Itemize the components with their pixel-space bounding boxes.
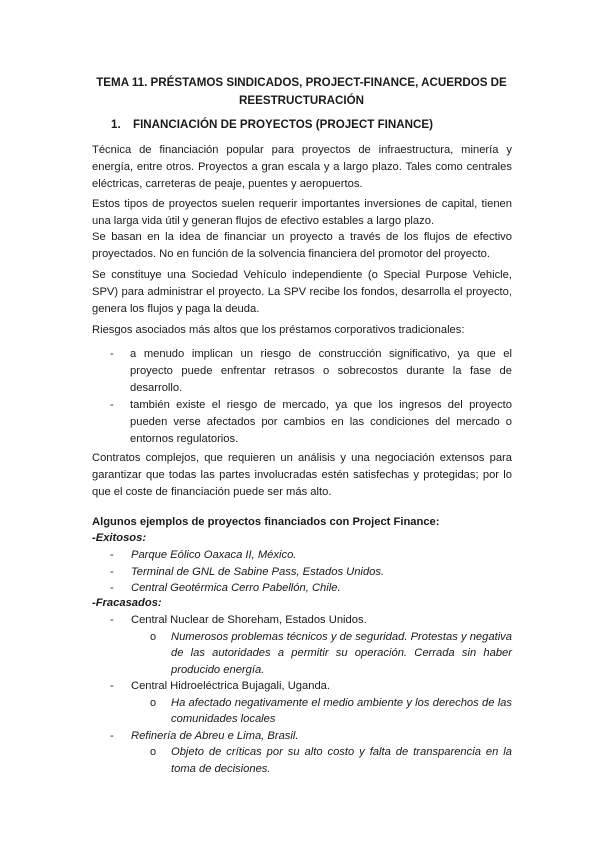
list-item	[110, 629, 512, 679]
success-item: Central Geotérmica Cerro Pabellón, Chile.	[131, 582, 341, 594]
list-item	[110, 744, 512, 777]
paragraph-spv: Se constituye una Sociedad Vehículo independiente (o Special Purpose Vehicle, SPV) para administrar el proyecto. La SPV recibe los fondos, desarrolla el proyecto, genera los flujos y paga la deuda.	[92, 269, 512, 315]
list-item	[110, 612, 512, 629]
list-item	[110, 695, 512, 728]
failure-item: Refinería de Abreu e Lima, Brasil.	[131, 729, 299, 742]
success-label: -Exitosos:	[92, 532, 147, 544]
paragraph-characteristics: Estos tipos de proyectos suelen requerir importantes inversiones de capital, tienen una larga vida útil y generan flujos de efectivo estables a largo plazo.	[92, 198, 512, 227]
failure-item: Central Hidroeléctrica Bujagali, Uganda.	[131, 680, 330, 692]
dash-bullet: -	[110, 582, 114, 594]
risks-list	[110, 346, 512, 448]
title-line-2: REESTRUCTURACIÓN	[239, 94, 364, 107]
list-item	[110, 564, 512, 581]
title-line-1: TEMA 11. PRÉSTAMOS SINDICADOS, PROJECT-FINANCE, ACUERDOS DE	[96, 76, 507, 89]
list-item	[110, 547, 512, 564]
dash-bullet: -	[110, 565, 114, 578]
risk-market: también existe el riesgo de mercado, ya que los ingresos del proyecto pueden verse afectados por cambios en las condiciones del mercado o entornos regulatorios.	[130, 399, 512, 445]
success-item: Terminal de GNL de Sabine Pass, Estados Unidos.	[131, 565, 385, 578]
list-item	[110, 346, 512, 397]
failure-label: -Fracasados:	[92, 597, 162, 609]
dash-bullet: -	[110, 399, 114, 411]
circle-bullet-icon: o	[150, 746, 157, 758]
dash-bullet: -	[110, 729, 114, 742]
list-item	[110, 397, 512, 448]
section-heading	[111, 116, 433, 134]
document-title	[92, 74, 511, 110]
failure-detail: Objeto de críticas por su alto costo y falta de transparencia en la toma de decisiones.	[171, 746, 512, 775]
list-item	[110, 580, 512, 597]
examples-heading: Algunos ejemplos de proyectos financiados con Project Finance:	[92, 516, 440, 528]
risk-construction: a menudo implican un riesgo de construcción significativo, ya que el proyecto puede enfrentar retrasos o sobrecostos durante la fase de desarrollo.	[130, 348, 512, 394]
failure-detail: Ha afectado negativamente el medio ambiente y los derechos de las comunidades locales	[171, 696, 512, 725]
failure-detail: Numerosos problemas técnicos y de seguridad. Protestas y negativa de las autoridades a permitir su operación. Cerrada sin haber producido energía.	[171, 630, 512, 676]
success-list	[110, 547, 512, 597]
paragraph-cashflow-basis: Se basan en la idea de financiar un proyecto a través de los flujos de efectivo proyectados. No en función de la solvencia financiera del promotor del proyecto.	[92, 231, 512, 260]
section-number: 1.	[111, 118, 121, 131]
paragraph-intro: Técnica de financiación popular para proyectos de infraestructura, minería y energía, entre otros. Proyectos a gran escala y a largo plazo. Tales como centrales eléctricas, carreteras de peaje, puentes y aeropuertos.	[92, 144, 512, 190]
circle-bullet-icon: o	[150, 630, 157, 643]
paragraph-risks-intro: Riesgos asociados más altos que los préstamos corporativos tradicionales:	[92, 324, 465, 336]
failure-item: Central Nuclear de Shoreham, Estados Unidos.	[131, 614, 367, 626]
dash-bullet: -	[110, 348, 114, 360]
list-item	[110, 728, 512, 745]
list-item	[110, 678, 512, 695]
dash-bullet: -	[110, 614, 114, 626]
dash-bullet: -	[110, 549, 114, 561]
section-heading-text: FINANCIACIÓN DE PROYECTOS (PROJECT FINANCE)	[133, 118, 433, 131]
success-item: Parque Eólico Oaxaca II, México.	[131, 549, 297, 561]
circle-bullet-icon: o	[150, 696, 157, 709]
dash-bullet: -	[110, 680, 114, 692]
paragraph-contracts: Contratos complejos, que requieren un análisis y una negociación extensos para garantizar que todas las partes involucradas estén satisfechas y protegidas; por lo que el coste de financiación puede ser más alto.	[92, 452, 512, 498]
failure-list	[110, 612, 512, 777]
